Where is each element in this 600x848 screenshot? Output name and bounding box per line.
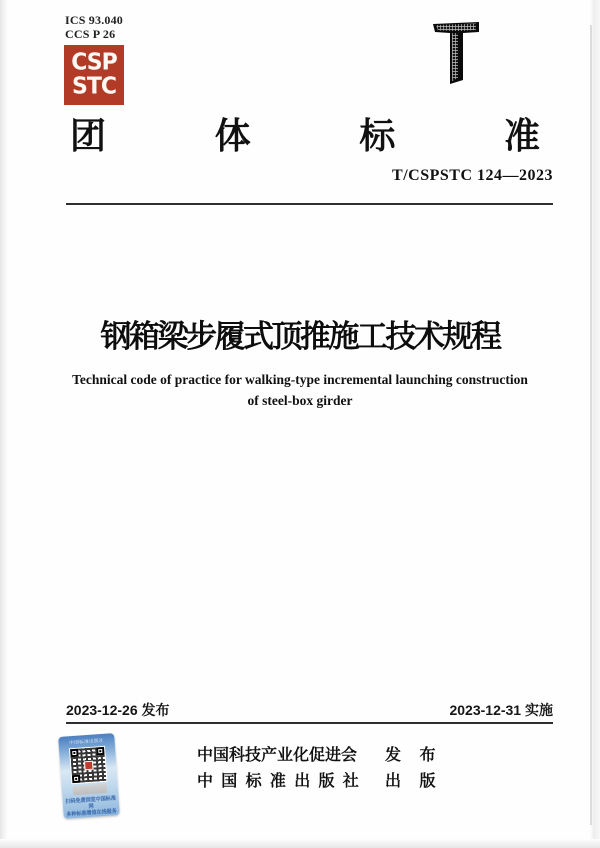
qr-center-logo-icon (83, 760, 93, 770)
standard-code: T/CSPSTC 124—2023 (392, 167, 553, 184)
masthead-group-standard (70, 108, 540, 159)
qr-finder-icon (70, 749, 79, 758)
cspstc-logo-line1: CSP (71, 49, 117, 76)
issue-date: 2023-12-26 发布 (66, 702, 170, 718)
masthead-char: 体 (214, 115, 251, 156)
masthead-char: 团 (70, 115, 107, 156)
ccs-code: CCS P 26 (65, 27, 116, 41)
issuer-org-name: 中国科技产业化促进会 (197, 747, 358, 764)
scan-edge-line (590, 25, 592, 825)
issuer-action-label: 发 布 (385, 747, 443, 764)
ics-code: ICS 93.040 (65, 13, 124, 27)
divider-bottom (66, 722, 553, 724)
qr-finder-icon (72, 775, 81, 784)
title-english (30, 369, 570, 411)
publisher-row-issuer (197, 742, 442, 762)
cspstc-logo (64, 45, 124, 105)
classification-codes (65, 13, 123, 41)
sticker-caption (65, 796, 118, 819)
cspstc-logo-line2: STC (72, 73, 116, 100)
implementation-date: 2023-12-31 实施 (449, 702, 553, 718)
qr-code-icon (69, 746, 107, 784)
masthead-char: 标 (359, 115, 396, 156)
press-action-label: 出 版 (385, 773, 443, 790)
divider-top (66, 203, 553, 205)
sticker-caption-line1: 扫码免费浏览中国标准网 (65, 796, 117, 810)
sticker-scratch-strip (73, 784, 108, 795)
anti-counterfeit-qr-sticker (58, 733, 120, 819)
sticker-press-label: 中国标准出版社 (69, 738, 105, 746)
publisher-row-press (197, 768, 442, 788)
group-standard-t-icon (433, 22, 479, 84)
title-chinese: 钢箱梁步履式顶推施工技术规程 (100, 319, 500, 354)
title-english-line2: of steel-box girder (247, 393, 353, 408)
press-org-name: 中国标准出版社 (197, 773, 368, 790)
qr-finder-icon (96, 747, 105, 756)
scan-edge-bottom (0, 839, 600, 848)
scan-edge-left (0, 0, 8, 848)
title-english-line1: Technical code of practice for walking-type incremental launching construction (72, 372, 528, 387)
sticker-caption-line2: 多种标准增值在线服务 (66, 808, 118, 818)
masthead-char: 准 (503, 115, 540, 156)
